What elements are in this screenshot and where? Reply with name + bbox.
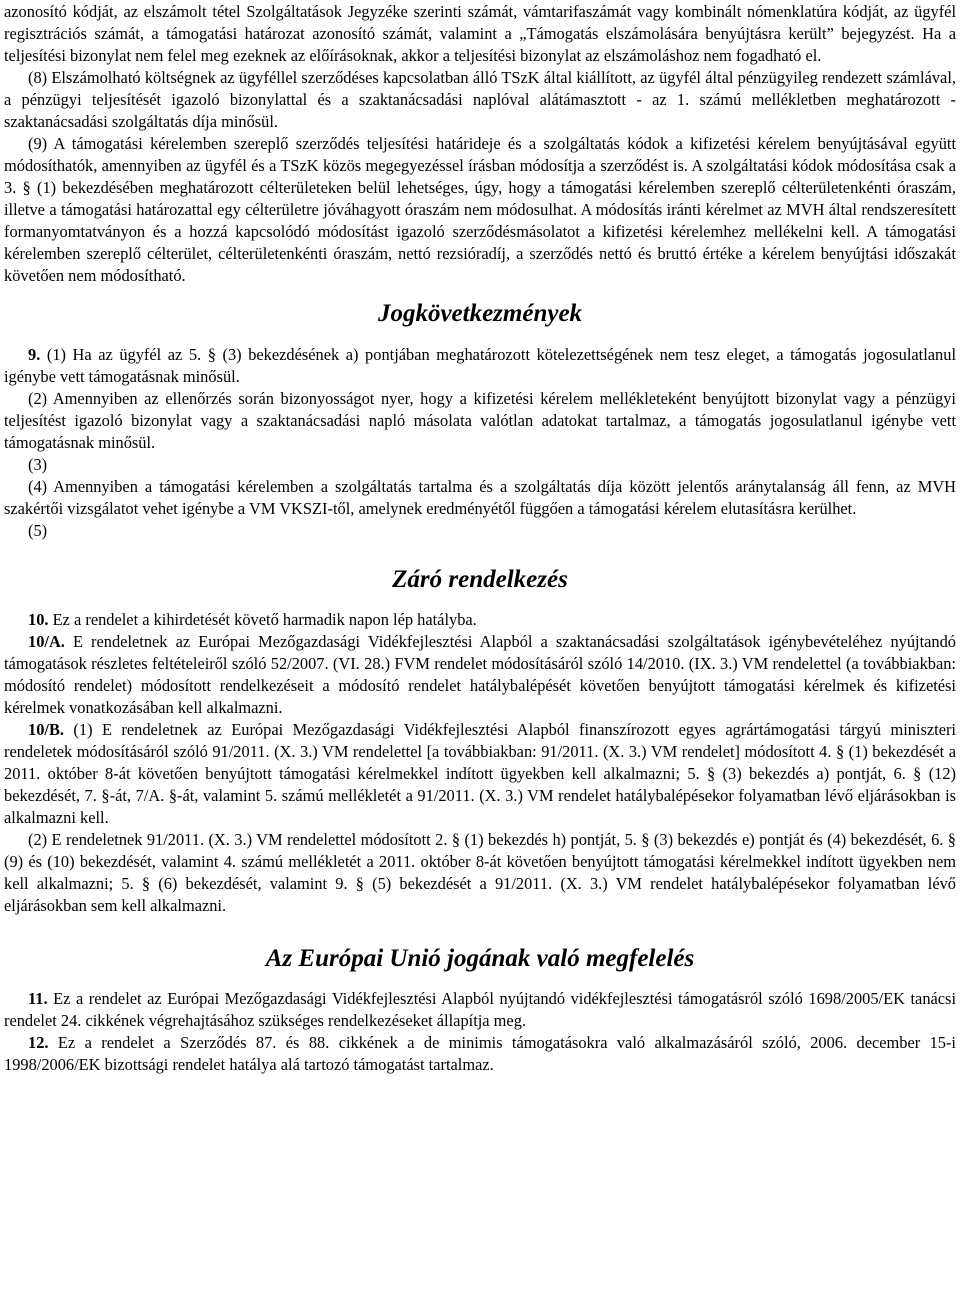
section-number: 9.: [28, 345, 41, 364]
heading-zaro-rendelkezes: Záró rendelkezés: [392, 566, 568, 593]
section-number: 10/B.: [28, 720, 64, 739]
section-text: (1) Ha az ügyfél az 5. § (3) bekezdésének a) pontjában meghatározott kötelezettségének nem tesz eleget, a támogatás jogosulatlanul igénybe vett támogatásnak minősül.: [4, 345, 956, 386]
section-10a: [4, 631, 956, 719]
section-9-para-4: (4) Amennyiben a támogatási kérelemben a szolgáltatás tartalma és a szolgáltatás díja között jelentős aránytalanság áll fenn, az MVH szakértői vizsgálatot vehet igénybe a VM VKSZI-től, amelynek eredményétől függően a támogatási kérelem elutasításra kerülhet.: [4, 477, 956, 518]
section-10b-para-2: (2) E rendeletnek 91/2011. (X. 3.) VM rendelettel módosított 2. § (1) bekezdés h) pontját, 5. § (3) bekezdés e) pontját és (4) bekezdését, 6. § (9) és (10) bekezdését, valamint 4. számú mellékletét a 2011. október 8-át követően benyújtott támogatási kérelmekkel indított ügyekben nem kell alkalmazni; 5. § (6) bekezdését, valamint 9. § (5) bekezdését a 91/2011. (X. 3.) VM rendelet hatálybalépésekor folyamatban lévő eljárásokban sem kell alkalmazni.: [4, 830, 956, 915]
section-9-para-1: [4, 344, 956, 388]
section-9-para-3: (3): [28, 455, 48, 474]
section-10b: [4, 719, 956, 829]
section-text: Ez a rendelet a Szerződés 87. és 88. cikkének a de minimis támogatásokra való alkalmazásáról szóló, 2006. december 15-i 1998/2006/EK bizottsági rendelet hatálya alá tartozó támogatást tartalmaz.: [4, 1033, 956, 1074]
section-number: 10/A.: [28, 632, 65, 651]
heading-eu-megfeleles: Az Európai Unió jogának való megfelelés: [265, 945, 695, 972]
paragraph-9: (9) A támogatási kérelemben szereplő szerződés teljesítési határideje és a szolgáltatás kódok a kifizetési kérelem benyújtásával együtt módosíthatók, amennyiben az ügyfél és a TSzK közös megegyezéssel írásban módosítja a szerződést is. A szolgáltatási kódok módosítása csak a 3. § (1) bekezdésében meghatározott célterületeken belül lehetséges, úgy, hogy a támogatási kérelemben szereplő célterületenkénti óraszám, illetve a támogatási határozattal egy célterületre jóváhagyott óraszám nem módosulhat. A módosítás iránti kérelmet az MVH által rendszeresített formanyomtatványon és a hozzá kapcsolódó módosítást igazoló szerződésmásolatot a kifizetési kérelemhez mellékelni kell. A támogatási kérelemben szereplő célterület, célterületenkénti óraszám, nettó rezsióradíj, a szerződés nettó és bruttó értéke a kérelem benyújtási időszakát követően nem módosítható.: [4, 134, 956, 285]
section-9-para-2: (2) Amennyiben az ellenőrzés során bizonyosságot nyer, hogy a kifizetési kérelem mellékleteként benyújtott bizonylat vagy a pénzügyi teljesítést igazoló bizonylat vagy a szaktanácsadási napló másolata valótlan adatokat tartalmaz, a támogatás jogosulatlanul igénybe vett támogatásnak minősül.: [4, 389, 956, 452]
section-text: Ez a rendelet a kihirdetését követő harmadik napon lép hatályba.: [48, 610, 477, 629]
section-number: 10.: [28, 610, 49, 629]
paragraph-continuation: azonosító kódját, az elszámolt tétel Szolgáltatások Jegyzéke szerinti számát, vámtarifaszámát vagy kombinált nómenklatúra kódját, az ügyfél regisztrációs számát, a támogatási határozat azonosító számát, valamint a „Támogatás elszámolására benyújtásra került” bejegyzést. Ha a teljesítési bizonylat nem felel meg ezeknek az előírásoknak, akkor a teljesítési bizonylat az elszámoláshoz nem fogadható el.: [4, 2, 956, 65]
section-9-para-5: (5): [28, 521, 48, 540]
section-text: Ez a rendelet az Európai Mezőgazdasági Vidékfejlesztési Alapból nyújtandó vidékfejlesztési támogatásról szóló 1698/2005/EK tanácsi rendelet 24. cikkének végrehajtásához szükséges rendelkezéseket állapítja meg.: [4, 989, 956, 1030]
paragraph-8: (8) Elszámolható költségnek az ügyféllel szerződéses kapcsolatban álló TSzK által kiállított, az ügyfél által pénzügyileg rendezett számlával, a pénzügyi teljesítését igazoló bizonylattal és a szaktanácsadási naplóval alátámasztott - az 1. számú mellékletben meghatározott - szaktanácsadási szolgáltatás díja minősül.: [4, 68, 956, 131]
section-text: E rendeletnek az Európai Mezőgazdasági Vidékfejlesztési Alapból a szaktanácsadási szolgáltatások igénybevételéhez nyújtandó támogatások részletes feltételeiről szóló 52/2007. (VI. 28.) FVM rendelet módosításáról szóló 14/2010. (IX. 3.) VM rendelettel (a továbbiakban: módosító rendelet) módosított rendelkezéseit a módosító rendelet hatálybalépését követően benyújtott támogatási kérelmek és kifizetési kérelmek vonatkozásában kell alkalmazni.: [4, 632, 956, 717]
heading-jogkovetkezmenyek: Jogkövetkezmények: [377, 300, 583, 327]
section-11: [4, 988, 956, 1032]
section-number: 11.: [28, 989, 48, 1008]
section-12: [4, 1032, 956, 1076]
section-10: [4, 609, 956, 631]
section-number: 12.: [28, 1033, 49, 1052]
section-text: (1) E rendeletnek az Európai Mezőgazdasági Vidékfejlesztési Alapból finanszírozott egyes agrártámogatási tárgyú miniszteri rendeletek módosításáról szóló 91/2011. (X. 3.) VM rendelettel [a továbbiakban: 91/2011. (X. 3.) VM rendelet] módosított 4. § (1) bekezdését a 2011. október 8-át követően benyújtott támogatási kérelmekkel indított ügyekben kell alkalmazni; 5. § (3) bekezdés a) pontját, 6. § (12) bekezdését, 7. §-át, 7/A. §-át, valamint 5. számú mellékletét a 91/2011. (X. 3.) VM rendelet hatálybalépésekor folyamatban lévő eljárásokban is alkalmazni kell.: [4, 720, 956, 827]
